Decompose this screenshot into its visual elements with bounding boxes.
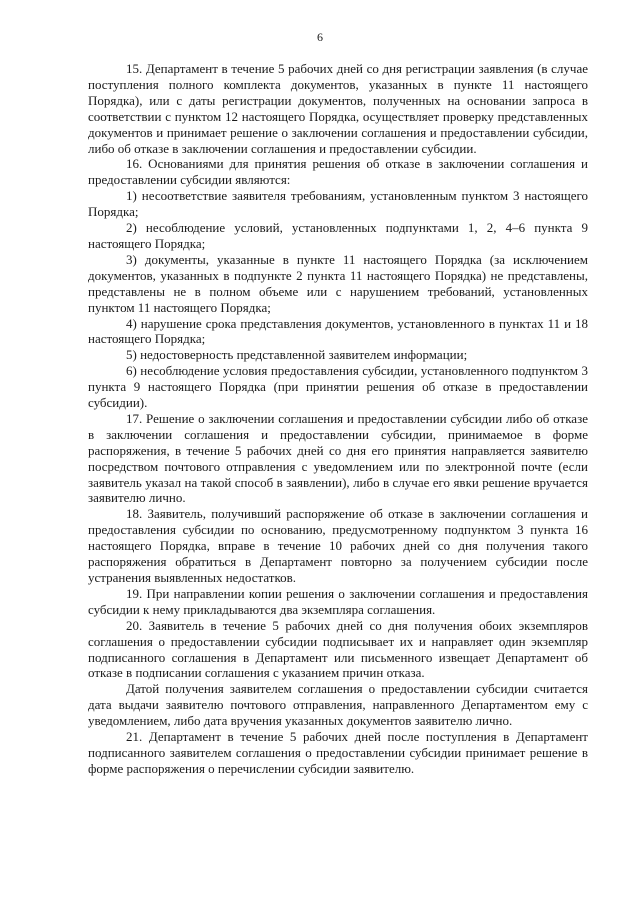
paragraph-16-item-3: 3) документы, указанные в пункте 11 настоящего Порядка (за исключением документов, указанных в подпункте 2 пункта 11 настоящего Порядка) не представлены, представлены не в полном объеме или с нарушением требований, установленных пунктом 11 настоящего Порядка; [88, 251, 588, 315]
paragraph-16-item-2: 2) несоблюдение условий, установленных подпунктами 1, 2, 4–6 пункта 9 настоящего Порядка; [88, 220, 588, 251]
document-body [88, 61, 588, 777]
paragraph-20: 20. Заявитель в течение 5 рабочих дней со дня получения обоих экземпляров соглашения о предоставлении субсидии подписывает их и направляет один экземпляр подписанного соглашения в Департамент или письменного извещает Департамент об отказе в подписании соглашения с указанием причин отказа. [88, 617, 588, 681]
paragraph-16: 16. Основаниями для принятия решения об отказе в заключении соглашения и предоставлении субсидии являются: [88, 156, 588, 188]
paragraph-16-item-5: 5) недостоверность представленной заявителем информации; [126, 347, 468, 363]
paragraph-20-continuation: Датой получения заявителем соглашения о предоставлении субсидии считается дата выдачи заявителю почтового отправления, направленного Департаментом ему с уведомлением, либо дата вручения указанных документов заявителю лично. [88, 681, 588, 729]
paragraph-15: 15. Департамент в течение 5 рабочих дней со дня регистрации заявления (в случае поступления полного комплекта документов, указанных в пункте 11 настоящего Порядка), или с даты регистрации документов, полученных на основании запроса в соответствии с пунктом 12 настоящего Порядка, осуществляет проверку представленных документов и принимает решение о заключении соглашения и предоставлении субсидии, либо об отказе в заключении соглашения и предоставлении субсидии. [88, 61, 588, 156]
paragraph-19: 19. При направлении копии решения о заключении соглашения и предоставления субсидии к нему прикладываются два экземпляра соглашения. [88, 585, 588, 617]
paragraph-17: 17. Решение о заключении соглашения и предоставлении субсидии либо об отказе в заключении соглашения и предоставлении субсидии, принимаемое в форме распоряжения, в течение 5 рабочих дней со дня его принятия направляется заявителю посредством почтового отправления с уведомлением или по электронной почте (если заявитель указал на такой способ в заявлении), либо в случае его явки решение вручается заявителю лично. [88, 410, 588, 506]
paragraph-16-item-4: 4) нарушение срока представления документов, установленного в пунктах 11 и 18 настоящего Порядка; [88, 315, 588, 347]
page-number: 6 [317, 30, 323, 44]
paragraph-16-item-1: 1) несоответствие заявителя требованиям, установленным пунктом 3 настоящего Порядка; [88, 188, 588, 220]
paragraph-18: 18. Заявитель, получивший распоряжение об отказе в заключении соглашения и предоставления субсидии по основанию, предусмотренному подпунктом 3 пункта 16 настоящего Порядка, вправе в течение 10 рабочих дней со дня получения такого распоряжения обратиться в Департамент повторно за получением субсидии после устранения выявленных недостатков. [88, 506, 588, 585]
paragraph-16-item-6: 6) несоблюдение условия предоставления субсидии, установленного подпунктом 3 пункта 9 настоящего Порядка (при принятии решения об отказе в предоставлении субсидии). [88, 363, 588, 411]
paragraph-21: 21. Департамент в течение 5 рабочих дней после поступления в Департамент подписанного заявителем соглашения о предоставлении субсидии принимает решение в форме распоряжения о перечислении субсидии заявителю. [88, 729, 588, 776]
